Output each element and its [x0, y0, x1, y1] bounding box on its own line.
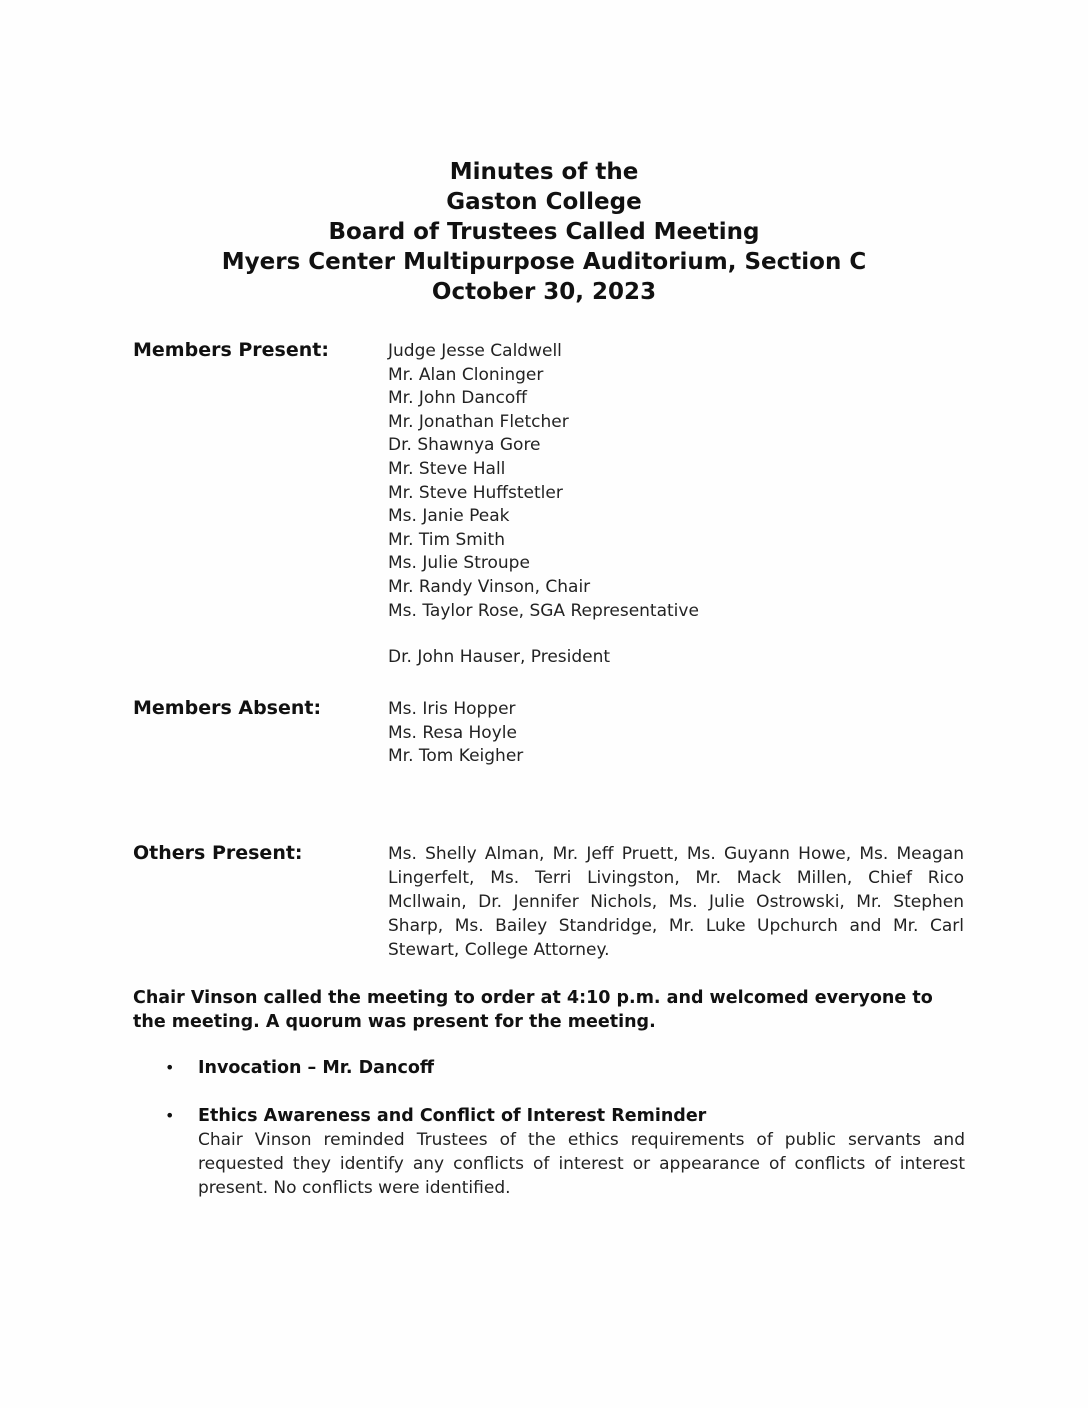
call-to-order-statement: Chair Vinson called the meeting to order at 4:10 p.m. and welcomed everyone to the meeting. A quorum was present for the meeting.: [133, 988, 933, 1032]
others-present-label: Others Present:: [133, 842, 303, 864]
member-name: Mr. Randy Vinson, Chair: [388, 576, 591, 597]
member-name: Mr. Jonathan Fletcher: [388, 411, 569, 432]
members-present-label: Members Present:: [133, 339, 329, 361]
member-name: Ms. Taylor Rose, SGA Representative: [388, 600, 699, 621]
members-absent-label: Members Absent:: [133, 697, 322, 719]
member-name: Mr. Alan Cloninger: [388, 364, 544, 385]
title-line-4: Myers Center Multipurpose Auditorium, Section C: [221, 249, 867, 275]
president-line: [388, 646, 610, 670]
members-absent-list: [388, 698, 523, 769]
absent-member-name: Mr. Tom Keigher: [388, 746, 524, 767]
member-name: Judge Jesse Caldwell: [388, 341, 562, 361]
title-line-3: Board of Trustees Called Meeting: [328, 219, 760, 245]
member-name: Mr. Steve Hall: [388, 458, 506, 479]
title-line-2: Gaston College: [446, 189, 642, 215]
member-name: Mr. Tim Smith: [388, 529, 505, 550]
member-name: Ms. Julie Stroupe: [388, 553, 530, 574]
member-name: Ms. Janie Peak: [388, 506, 510, 527]
absent-member-name: Ms. Resa Hoyle: [388, 722, 517, 743]
bullet-icon: •: [165, 1058, 175, 1077]
president-name: Dr. John Hauser, President: [388, 647, 611, 667]
title-line-5: October 30, 2023: [431, 279, 657, 305]
member-name: Mr. John Dancoff: [388, 388, 528, 409]
bullet-icon: •: [165, 1106, 175, 1125]
member-name: Mr. Steve Huffstetler: [388, 482, 563, 503]
members-present-list: [388, 340, 699, 623]
agenda-body: Chair Vinson reminded Trustees of the ethics requirements of public servants and requested they identify any conflicts of interest or appearance of conflicts of interest present. No conflicts were identified.: [198, 1130, 965, 1198]
document-title: [0, 157, 1088, 307]
agenda-heading: Invocation – Mr. Dancoff: [198, 1058, 435, 1078]
others-present-text: Ms. Shelly Alman, Mr. Jeff Pruett, Ms. Guyann Howe, Ms. Meagan Lingerfelt, Ms. Terri Livingston, Mr. Mack Millen, Chief Rico Mcllwain, Dr. Jennifer Nichols, Ms. Julie Ostrowski, Mr. Stephen Sharp, Ms. Bailey Standridge, Mr. Luke Upchurch and Mr. Carl Stewart, College Attorney.: [388, 844, 964, 960]
agenda-heading: Ethics Awareness and Conflict of Interest Reminder: [198, 1106, 707, 1126]
title-line-1: Minutes of the: [449, 159, 639, 185]
absent-member-name: Ms. Iris Hopper: [388, 699, 516, 719]
member-name: Dr. Shawnya Gore: [388, 435, 541, 456]
